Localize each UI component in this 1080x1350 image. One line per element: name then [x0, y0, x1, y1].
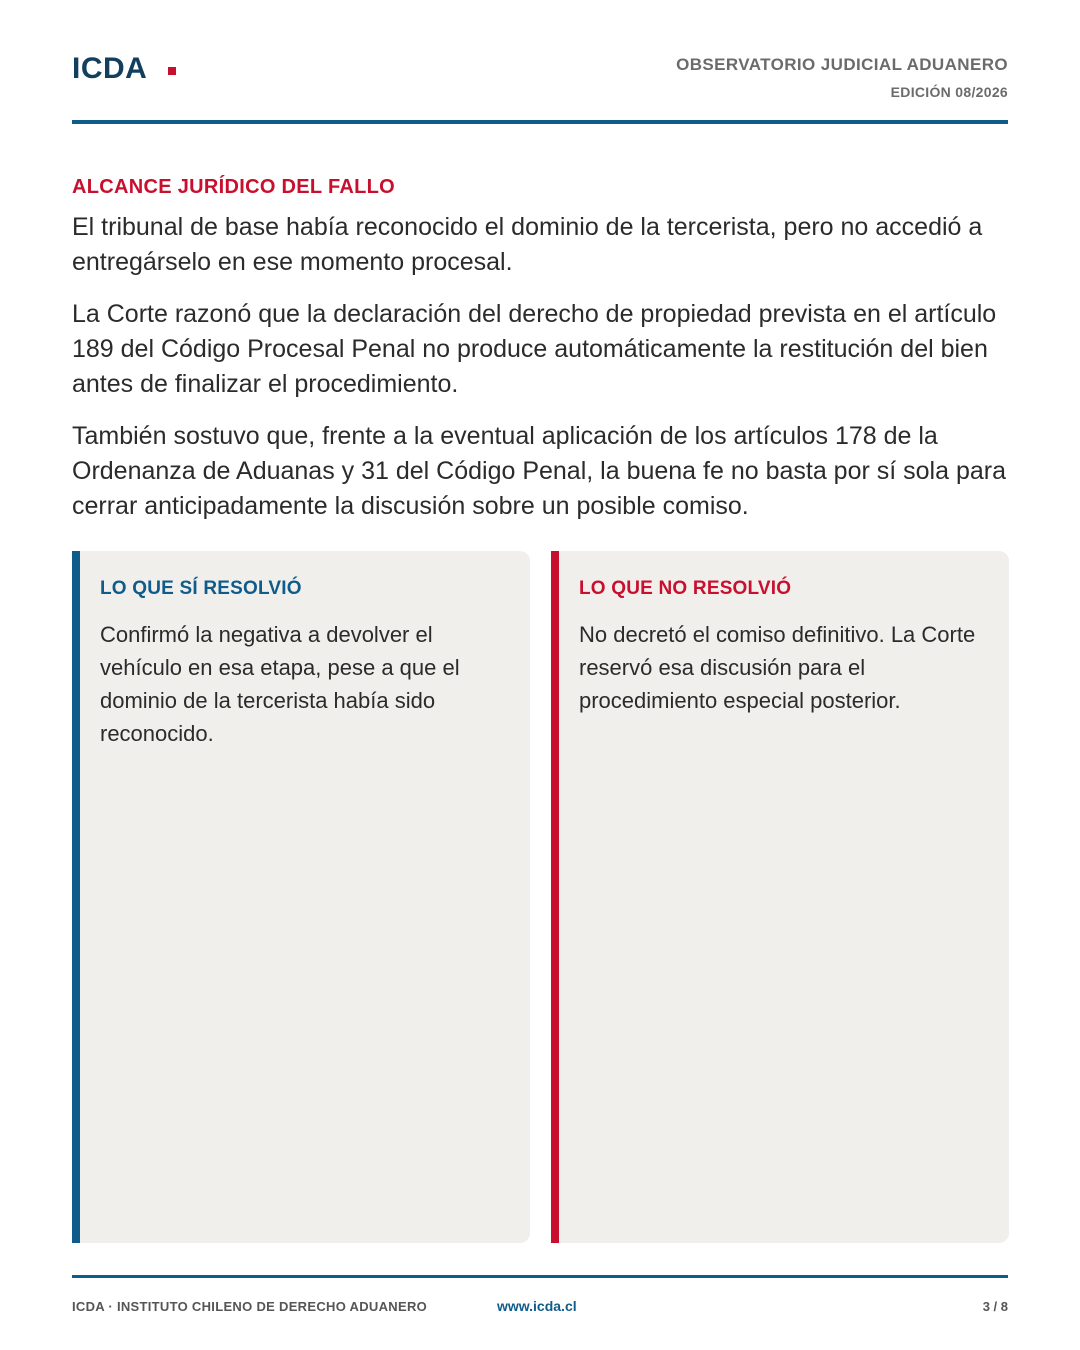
resolved-card-text: Confirmó la negativa a devolver el vehículo en esa etapa, pese a que el dominio de la tercerista había sido reconocido.	[100, 622, 460, 746]
not-resolved-card-text: No decretó el comiso definitivo. La Corte reservó esa discusión para el procedimiento especial posterior.	[579, 622, 976, 713]
footer-divider	[72, 1275, 1008, 1278]
body-paragraph: La Corte razonó que la declaración del derecho de propiedad prevista en el artículo 189 del Código Procesal Penal no produce automáticamente la restitución del bien antes de finalizar el procedimiento.	[72, 300, 997, 398]
not-resolved-card-title: LO QUE NO RESOLVIÓ	[579, 578, 792, 599]
not-resolved-card	[551, 551, 1009, 1243]
body-paragraph: El tribunal de base había reconocido el dominio de la tercerista, pero no accedió a entregárselo en ese momento procesal.	[72, 213, 983, 276]
header-divider	[72, 120, 1008, 124]
publication-title: OBSERVATORIO JUDICIAL ADUANERO	[676, 55, 1008, 74]
edition-label: EDICIÓN 08/2026	[890, 84, 1008, 100]
section-title: ALCANCE JURÍDICO DEL FALLO	[72, 176, 395, 198]
page-header	[72, 0, 1008, 124]
page-number: 3 / 8	[982, 1299, 1008, 1314]
footer-website-link[interactable]: www.icda.cl	[497, 1298, 577, 1314]
footer-organization: ICDA · INSTITUTO CHILENO DE DERECHO ADUANERO	[72, 1299, 428, 1314]
resolved-card	[72, 551, 530, 1243]
resolved-card-title: LO QUE SÍ RESOLVIÓ	[100, 578, 302, 599]
body-paragraph: También sostuvo que, frente a la eventual aplicación de los artículos 178 de la Ordenanza de Aduanas y 31 del Código Penal, la buena fe no basta por sí sola para cerrar anticipadamente la discusión sobre un posible comiso.	[72, 422, 1006, 520]
section-body	[72, 210, 1012, 541]
logo-accent-square	[168, 67, 176, 75]
logo: ICDA	[72, 52, 148, 85]
